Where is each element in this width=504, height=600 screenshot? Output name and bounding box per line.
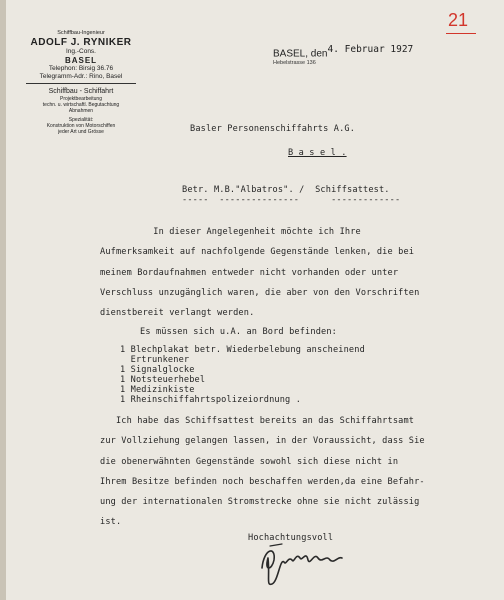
letterhead-specialty: jeder Art und Grösse — [58, 129, 104, 135]
body-line: Ich habe das Schiffsattest bereits an das Schiffahrtsamt — [100, 416, 415, 426]
letterhead-name: ADOLF J. RYNIKER — [30, 37, 132, 48]
list-item: Ertrunkener — [120, 355, 190, 365]
page-edge — [0, 0, 6, 600]
archive-number-underline — [446, 33, 476, 34]
date-line — [273, 44, 413, 59]
letterhead-telephone: Telephon: Birsig 36.76 — [48, 65, 114, 72]
list-item: 1 Rheinschiffahrtspolizeiordnung . — [120, 395, 302, 405]
body-line: ist. — [100, 517, 122, 527]
body-line: Aufmerksamkeit auf nachfolgende Gegenstände lenken, die bei — [100, 247, 415, 257]
archive-number: 21 — [448, 10, 469, 30]
body-line: zur Vollziehung gelangen lassen, in der Voraussicht, dass Sie — [100, 436, 425, 446]
letterhead-rule — [26, 83, 136, 84]
body-line: In dieser Angelegenheit möchte ich Ihre — [100, 227, 361, 237]
closing: Hochachtungsvoll — [248, 533, 334, 543]
body-line: Ihrem Besitze befinden noch beschaffen werden,da eine Befahr- — [100, 477, 425, 487]
subject-line: Betr. M.B."Albatros". / Schiffsattest. — [182, 185, 390, 195]
letterhead-service: Abnahmen — [68, 108, 94, 114]
handwritten-signature — [256, 538, 346, 588]
recipient-city: B a s e l . — [288, 148, 347, 158]
letterhead-title: Ing.-Cons. — [66, 48, 96, 55]
date-prefix: BASEL, den — [273, 48, 328, 60]
letterhead-service: Projektbearbeitung — [60, 96, 102, 102]
letterhead — [18, 30, 144, 135]
body-line: die obenerwähnten Gegenstände sowohl sich diese nicht in — [100, 457, 399, 467]
date-value: 4. Februar 1927 — [327, 44, 414, 55]
letterhead-specialty: Konstruktion von Motorschiffen — [46, 123, 116, 129]
subject-underline: ----- --------------- ------------- — [182, 195, 401, 205]
letterhead-section: Schiffbau - Schiffahrt — [48, 88, 114, 95]
list-intro: Es müssen sich u.A. an Bord befinden: — [140, 327, 337, 337]
body-line: ung der internationalen Stromstrecke ohne sie nicht zulässig — [100, 497, 420, 507]
letterhead-role: Schiffbau-Ingenieur — [57, 30, 105, 36]
recipient-name: Basler Personenschiffahrts A.G. — [190, 124, 356, 134]
letterhead-specialty-label: Spezialität: — [68, 117, 94, 123]
letterhead-telegram: Telegramm-Adr.: Rino, Basel — [39, 73, 123, 80]
body-line: Verschluss unzugänglich waren, die aber von den Vorschriften — [100, 288, 420, 298]
list-item: 1 Blechplakat betr. Wiederbelebung anscheinend — [120, 345, 365, 355]
list-item: 1 Notsteuerhebel — [120, 375, 206, 385]
street-address: Hebelstrasse 136 — [273, 60, 316, 66]
letterhead-city: BASEL — [64, 56, 98, 65]
body-line: meinem Bordaufnahmen entweder nicht vorhanden oder unter — [100, 268, 399, 278]
list-item: 1 Signalglocke — [120, 365, 195, 375]
letterhead-service: techn. u. wirtschaftl. Begutachtung — [42, 102, 120, 108]
list-item: 1 Medizinkiste — [120, 385, 195, 395]
body-line: dienstbereit verlangt werden. — [100, 308, 255, 318]
